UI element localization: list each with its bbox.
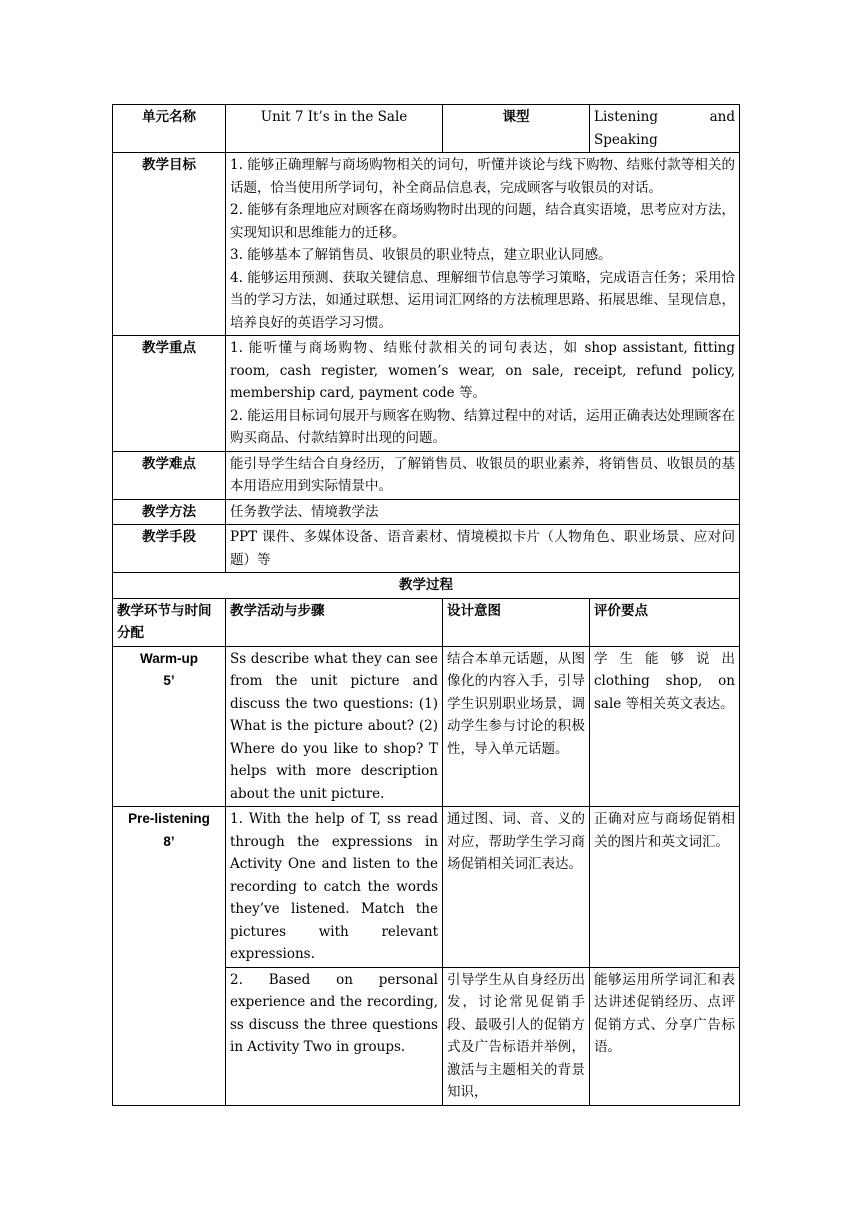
key-points-content — [226, 336, 740, 452]
objective-item: 3. 能够基本了解销售员、收银员的职业特点，建立职业认同感。 — [230, 247, 612, 263]
intent-cell: 引导学生从自身经历出发，讨论常见促销手段、最吸引人的促销方式及广告标语并举例，激活与主题相关的背景知识， — [443, 967, 590, 1105]
unit-name-value: Unit 7 It’s in the Sale — [226, 105, 443, 153]
activity-cell: 1. With the help of T, ss read through the expressions in Activity One and listen to the recording to catch the words they’ve listened. Match the pictures with relevant expressions. — [226, 807, 443, 968]
process-header-row — [113, 598, 740, 646]
stage-header: 教学环节与时间分配 — [113, 598, 226, 646]
methods-label: 教学方法 — [113, 499, 226, 525]
objective-item: 1. 能够正确理解与商场购物相关的词句，听懂并谈论与线下购物、结账付款等相关的话题，恰当使用所学词句，补全商品信息表，完成顾客与收银员的对话。 — [230, 157, 735, 196]
difficulties-label: 教学难点 — [113, 451, 226, 499]
means-content: PPT 课件、多媒体设备、语音素材、情境模拟卡片（人物角色、职业场景、应对问题）等 — [226, 525, 740, 573]
stage-cell — [113, 807, 226, 1106]
unit-name-label: 单元名称 — [113, 105, 226, 153]
table-row — [113, 807, 740, 968]
evaluation-cell: 能够运用所学词汇和表达讲述促销经历、点评促销方式、分享广告标语。 — [590, 967, 740, 1105]
lesson-type-value: Listening and Speaking — [590, 105, 740, 153]
stage-time: 8’ — [163, 833, 175, 849]
evaluation-header: 评价要点 — [590, 598, 740, 646]
intent-header: 设计意图 — [443, 598, 590, 646]
objectives-label: 教学目标 — [113, 153, 226, 336]
stage-time: 5’ — [163, 673, 175, 688]
objective-item: 2. 能够有条理地应对顾客在商场购物时出现的问题，结合真实语境，思考应对方法，实现知识和思维能力的迁移。 — [230, 202, 735, 241]
methods-row — [113, 499, 740, 525]
lesson-plan-table — [112, 104, 740, 1106]
objective-item: 4. 能够运用预测、获取关键信息、理解细节信息等学习策略，完成语言任务；采用恰当的学习方法，如通过联想、运用词汇网络的方法梳理思路、拓展思维、呈现信息，培养良好的英语学习习惯。 — [230, 269, 735, 331]
means-label: 教学手段 — [113, 525, 226, 573]
means-row — [113, 525, 740, 573]
unit-info-row — [113, 105, 740, 153]
stage-name: Pre-listening — [128, 811, 210, 826]
process-title-row — [113, 573, 740, 599]
key-points-row — [113, 336, 740, 452]
difficulties-content: 能引导学生结合自身经历，了解销售员、收银员的职业素养，将销售员、收银员的基本用语应用到实际情景中。 — [226, 451, 740, 499]
objectives-content — [226, 153, 740, 336]
process-title: 教学过程 — [113, 573, 740, 599]
lesson-type-label: 课型 — [443, 105, 590, 153]
methods-content: 任务教学法、情境教学法 — [226, 499, 740, 525]
key-point-item: 1. 能听懂与商场购物、结账付款相关的词句表达，如 shop assistant, fitting room, cash register, women’s wear, on sale, receipt, refund policy, membership card, payment code 等。 — [230, 340, 735, 401]
difficulties-row — [113, 451, 740, 499]
table-row — [113, 646, 740, 807]
evaluation-cell: 正确对应与商场促销相关的图片和英文词汇。 — [590, 807, 740, 968]
objectives-row — [113, 153, 740, 336]
evaluation-cell: 学生能够说出 clothing shop, on sale 等相关英文表达。 — [590, 646, 740, 807]
intent-cell: 结合本单元话题，从图像化的内容入手，引导学生识别职业场景，调动学生参与讨论的积极性，导入单元话题。 — [443, 646, 590, 807]
activity-cell: Ss describe what they can see from the unit picture and discuss the two questions: (1) What is the picture about? (2) Where do you like to shop? T helps with more description about the unit picture. — [226, 646, 443, 807]
key-points-label: 教学重点 — [113, 336, 226, 452]
activity-cell: 2. Based on personal experience and the recording, ss discuss the three questions in Activity Two in groups. — [226, 967, 443, 1105]
intent-cell: 通过图、词、音、义的对应，帮助学生学习商场促销相关词汇表达。 — [443, 807, 590, 968]
stage-name: Warm-up — [140, 650, 198, 666]
activity-header: 教学活动与步骤 — [226, 598, 443, 646]
key-point-item: 2. 能运用目标词句展开与顾客在购物、结算过程中的对话，运用正确表达处理顾客在购买商品、付款结算时出现的问题。 — [230, 407, 735, 446]
stage-cell — [113, 646, 226, 807]
